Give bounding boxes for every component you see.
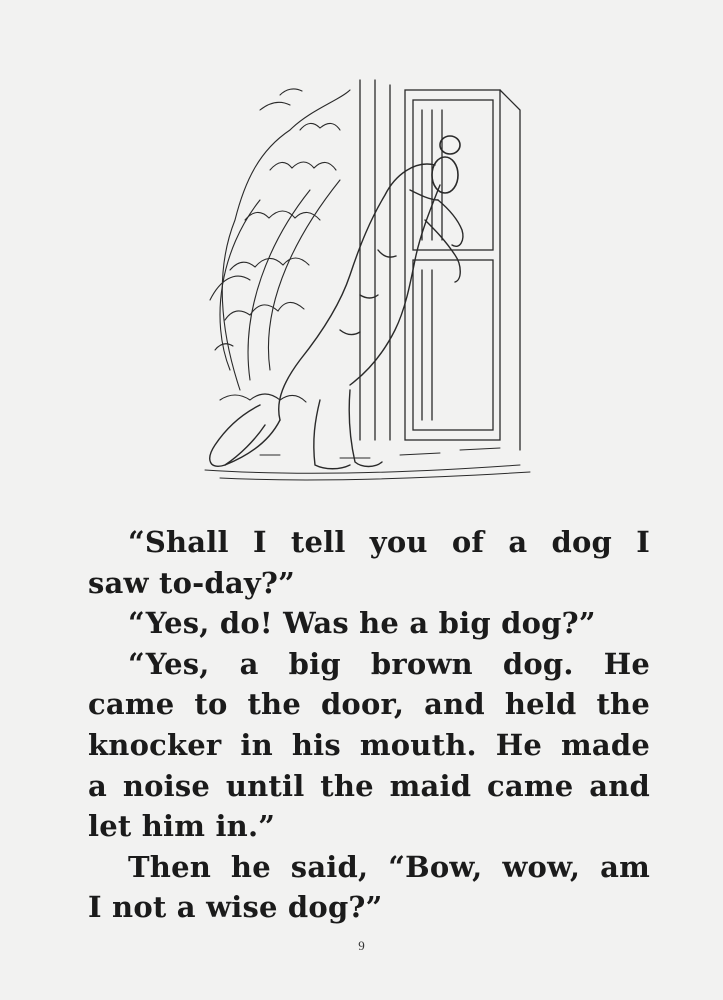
door-knocker (432, 136, 460, 193)
paragraph-2 (88, 603, 650, 644)
page-number: 9 (358, 938, 365, 953)
text-line: Then he said, “Bow, wow, am (128, 849, 650, 884)
floor (205, 448, 530, 480)
text-line: saw to-day?” (88, 565, 295, 600)
story-text (88, 522, 650, 928)
door (360, 80, 520, 450)
foliage (210, 89, 350, 402)
text-line: let him in.” (88, 809, 276, 844)
dog (210, 164, 463, 469)
paragraph-1 (88, 522, 650, 603)
text-line: I not a wise dog?” (88, 890, 383, 925)
paragraph-3 (88, 644, 650, 847)
dog-at-door-illustration (200, 70, 545, 485)
paragraph-4 (88, 847, 650, 928)
text-line: came to the door, and held the (88, 687, 650, 722)
text-line: “Yes, a big brown dog. He (128, 646, 650, 681)
text-line: “Yes, do! Was he a big dog?” (128, 606, 596, 641)
text-line: knocker in his mouth. He made (88, 727, 650, 762)
text-line: a noise until the maid came and (88, 768, 650, 803)
text-line: “Shall I tell you of a dog I (128, 525, 650, 559)
